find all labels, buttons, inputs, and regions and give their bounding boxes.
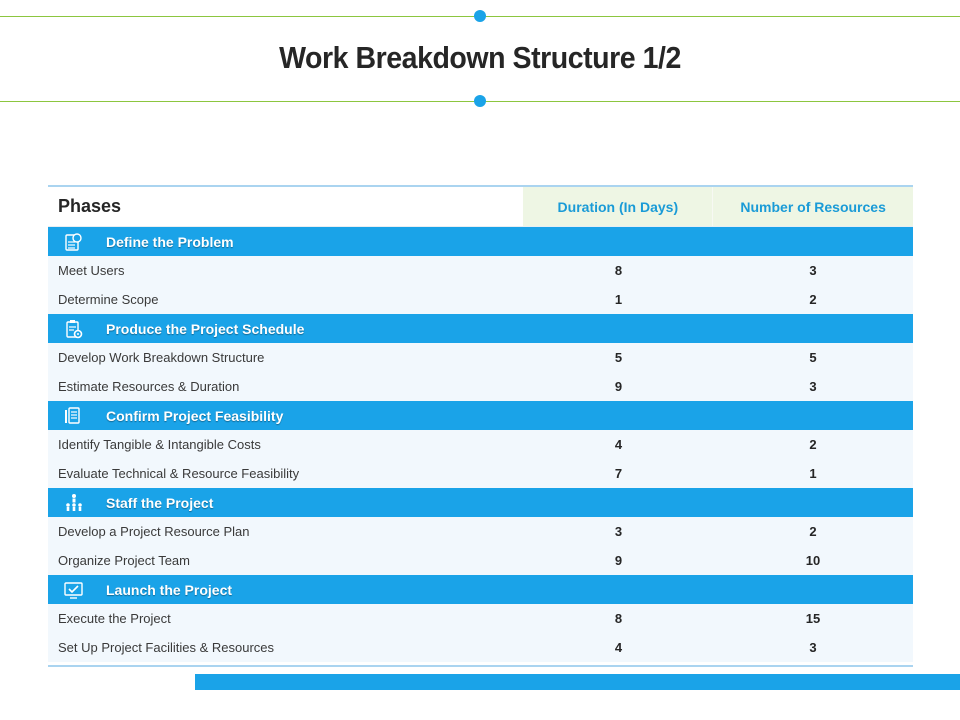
task-name: Identify Tangible & Intangible Costs bbox=[58, 437, 261, 452]
monitor-check-icon bbox=[64, 580, 84, 600]
org-chart-icon bbox=[64, 493, 84, 513]
task-duration: 4 bbox=[614, 437, 623, 452]
table-row bbox=[48, 430, 913, 459]
table-row bbox=[48, 633, 913, 662]
footer-accent-bar bbox=[195, 674, 960, 690]
phase-label: Launch the Project bbox=[106, 582, 233, 598]
phase-row-launch-project bbox=[48, 575, 913, 604]
task-duration: 8 bbox=[614, 611, 623, 626]
task-name: Evaluate Technical & Resource Feasibility bbox=[58, 466, 300, 481]
task-name: Organize Project Team bbox=[58, 553, 190, 568]
title-divider-dot bbox=[474, 95, 486, 107]
table-bottom-border bbox=[48, 665, 913, 667]
header-phases: Phases bbox=[48, 187, 523, 226]
phase-label: Produce the Project Schedule bbox=[106, 321, 305, 337]
top-divider-dot bbox=[474, 10, 486, 22]
task-name: Determine Scope bbox=[58, 292, 159, 307]
phase-label: Confirm Project Feasibility bbox=[106, 408, 284, 424]
table-row bbox=[48, 256, 913, 285]
phase-row-confirm-feasibility bbox=[48, 401, 913, 430]
task-resources: 3 bbox=[809, 379, 817, 394]
task-resources: 2 bbox=[809, 292, 817, 307]
task-resources: 5 bbox=[809, 350, 817, 365]
header-duration: Duration (In Days) bbox=[523, 187, 712, 226]
page-title: Work Breakdown Structure 1/2 bbox=[279, 40, 681, 75]
task-duration: 1 bbox=[614, 292, 623, 307]
phase-row-staff-project bbox=[48, 488, 913, 517]
task-resources: 2 bbox=[809, 437, 817, 452]
phase-label: Define the Problem bbox=[106, 234, 234, 250]
task-resources: 3 bbox=[809, 263, 817, 278]
task-name: Set Up Project Facilities & Resources bbox=[58, 640, 275, 655]
clipboard-gear-icon bbox=[64, 319, 84, 339]
task-name: Estimate Resources & Duration bbox=[58, 379, 240, 394]
task-duration: 5 bbox=[614, 350, 623, 365]
phase-row-produce-schedule bbox=[48, 314, 913, 343]
task-resources: 1 bbox=[809, 466, 817, 481]
task-name: Execute the Project bbox=[58, 611, 171, 626]
task-resources: 3 bbox=[809, 640, 817, 655]
task-resources: 10 bbox=[805, 553, 821, 568]
table-row bbox=[48, 459, 913, 488]
table-row bbox=[48, 372, 913, 401]
task-duration: 4 bbox=[614, 640, 623, 655]
task-name: Meet Users bbox=[58, 263, 125, 278]
phase-label: Staff the Project bbox=[106, 495, 214, 511]
phase-row-define-problem bbox=[48, 227, 913, 256]
task-name: Develop Work Breakdown Structure bbox=[58, 350, 265, 365]
task-resources: 2 bbox=[809, 524, 817, 539]
task-duration: 8 bbox=[614, 263, 623, 278]
task-resources: 15 bbox=[805, 611, 821, 626]
table-row bbox=[48, 343, 913, 372]
table-row bbox=[48, 604, 913, 633]
table-row bbox=[48, 285, 913, 314]
task-duration: 9 bbox=[614, 379, 623, 394]
table-row bbox=[48, 517, 913, 546]
wbs-table bbox=[48, 185, 913, 662]
task-name: Develop a Project Resource Plan bbox=[58, 524, 250, 539]
task-duration: 3 bbox=[614, 524, 623, 539]
header-resources: Number of Resources bbox=[712, 187, 913, 226]
task-duration: 7 bbox=[614, 466, 623, 481]
document-list-icon bbox=[64, 232, 84, 252]
checklist-pen-icon bbox=[64, 406, 84, 426]
table-header-row bbox=[48, 187, 913, 227]
task-duration: 9 bbox=[614, 553, 623, 568]
table-row bbox=[48, 546, 913, 575]
